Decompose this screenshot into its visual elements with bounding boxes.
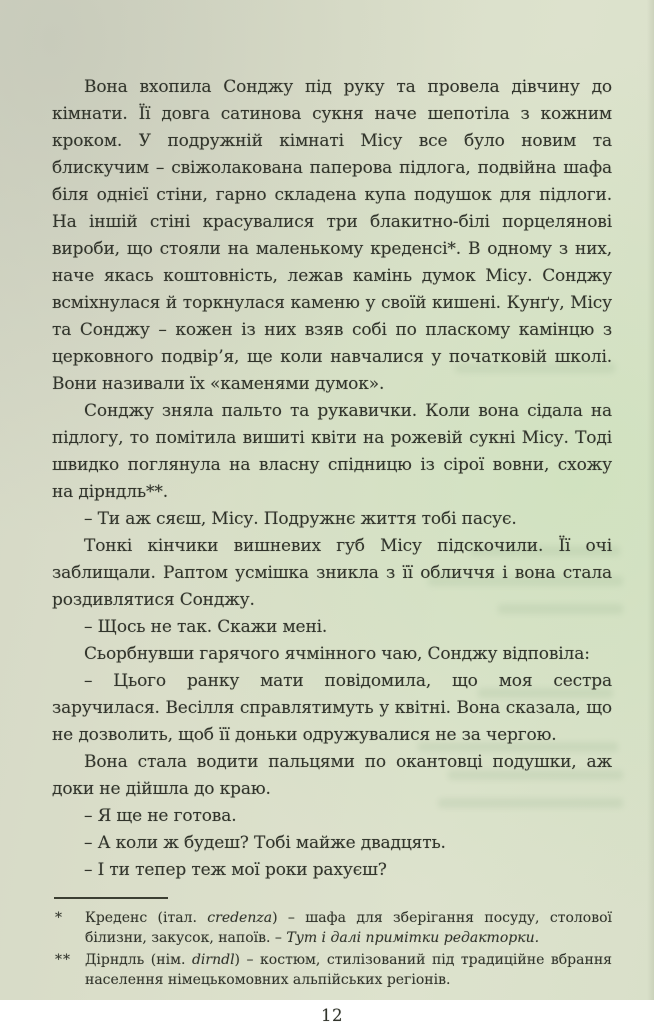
footnote-text-part-italic: credenza	[207, 910, 273, 926]
footnote	[52, 908, 612, 948]
footnote-text-part: Креденс (італ.	[85, 910, 208, 926]
paragraph-dialogue: – Щось не так. Скажи мені.	[84, 617, 328, 637]
paragraph: Вона стала водити пальцями по окантовці подушки, аж доки не дійшла до краю.	[52, 752, 612, 799]
footnote-text-part-italic: Тут і далі примітки редакторки.	[286, 930, 540, 946]
footnote-text	[85, 950, 612, 990]
footnote-text-part-italic: dirndl	[191, 952, 235, 968]
footnotes-section	[52, 897, 612, 990]
paragraph: Сонджу зняла пальто та рукавички. Коли вона сідала на підлогу, то помітила вишиті квіти на рожевій сукні Місу. Тоді швидко поглянула на власну спідницю із сірої вовни, схожу на дірндль**.	[52, 401, 612, 502]
paragraph-dialogue: – Я ще не готова.	[84, 806, 237, 826]
footnote-text-part: ) – костюм, стилізований під традиційне вбрання населення німецькомовних альпійських регіонів.	[85, 952, 612, 988]
footnote-marker: **	[55, 952, 71, 968]
footnote-text	[85, 908, 612, 948]
footnote-text-part: ) – шафа для зберігання посуду, столової білизни, закусок, напоїв. –	[85, 910, 613, 946]
footnote	[52, 950, 612, 990]
paragraph-dialogue: – Цього ранку мати повідомила, що моя сестра заручилася. Весілля справлятимуть у квітні. Вона сказала, що не дозволить, щоб її доньки одружувалися не за чергою.	[52, 671, 612, 745]
paragraph-dialogue: – А коли ж будеш? Тобі майже двадцять.	[84, 833, 446, 853]
page-text-block	[52, 74, 612, 1025]
paragraph-dialogue: – Ти аж сяєш, Місу. Подружнє життя тобі пасує.	[84, 509, 517, 529]
footnote-separator	[54, 897, 168, 899]
page-number: 12	[321, 1006, 343, 1025]
footnote-text-part: Дірндль (нім.	[85, 952, 192, 968]
paragraph: Сьорбнувши гарячого ячмінного чаю, Сонджу відповіла:	[84, 644, 590, 664]
paragraph-dialogue: – І ти тепер теж мої роки рахуєш?	[84, 860, 387, 880]
paragraph: Вона вхопила Сонджу під руку та провела дівчину до кімнати. Її довга сатинова сукня наче шепотіла з кожним кроком. У подружній кімнаті Місу все було новим та блискучим – свіжолакована паперова підлога, подвійна шафа біля однієї стіни, гарно складена купа подушок для підлоги. На іншій стіні красувалися три блакитно-білі порцелянові вироби, що стояли на маленькому креденсі*. В одному з них, наче якась коштовність, лежав камінь думок Місу. Сонджу всміхнулася й торкнулася каменю у своїй кишені. Кунґу, Місу та Сонджу – кожен із них взяв собі по пласкому камінцю з церковного подвір’я, ще коли навчалися у початковій школі. Вони називали їх «каменями думок».	[52, 77, 612, 394]
footnote-marker: *	[55, 910, 63, 926]
paragraph: Тонкі кінчики вишневих губ Місу підскочили. Її очі заблищали. Раптом усмішка зникла з її обличчя і вона стала роздивлятися Сонджу.	[52, 536, 612, 610]
